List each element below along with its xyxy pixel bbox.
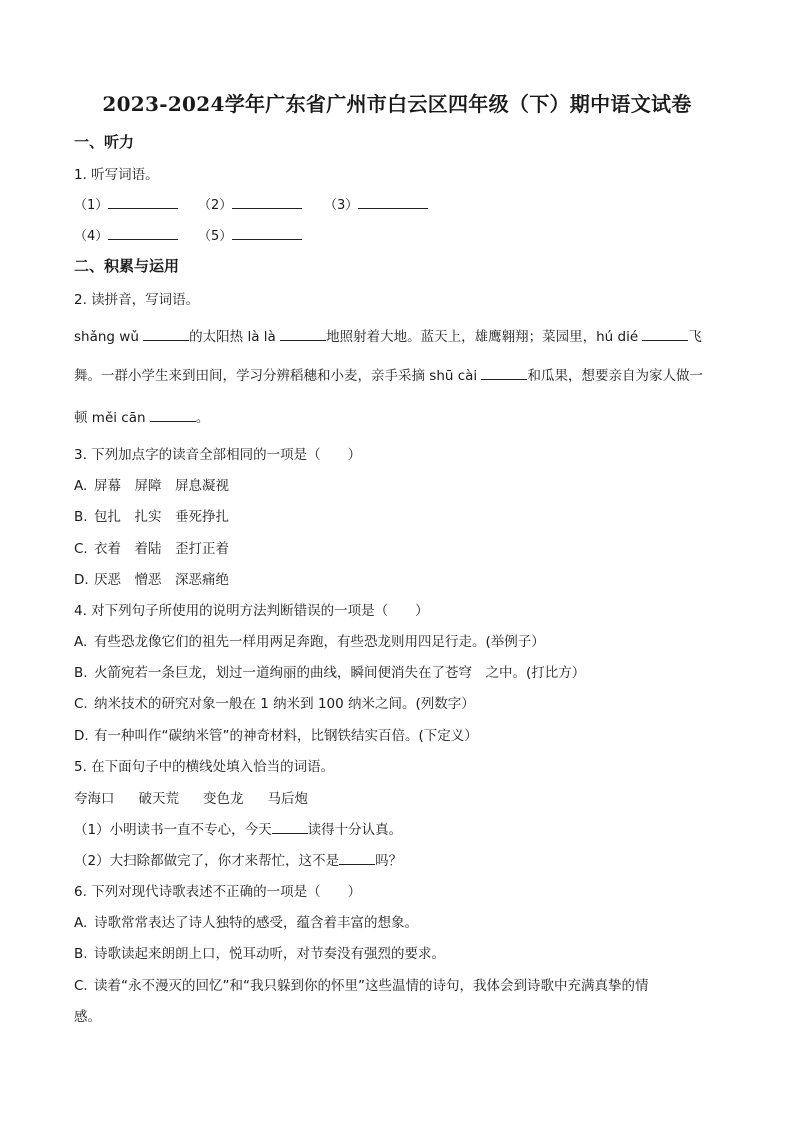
option-text: 读着“永不漫灭的回忆”和“我只躲到你的怀里”这些温情的诗句，我体会到诗歌中充满真挚的情: [94, 978, 649, 994]
passage-text: 的太阳热 là là: [189, 329, 281, 345]
passage-text: 飞: [688, 329, 702, 345]
answer-blank[interactable]: [143, 326, 189, 341]
option-text: 纳米技术的研究对象一般在 1 纳米到 100 纳米之间。(列数字）: [94, 696, 475, 712]
q4-option-d[interactable]: [74, 724, 478, 744]
option-label: D.: [74, 728, 89, 744]
answer-blank[interactable]: [232, 194, 302, 209]
q1-answer-label: （3）: [324, 198, 359, 213]
q1-answer-label: （2）: [198, 198, 233, 213]
option-text: 有一种叫作“碳纳米管”的神奇材料，比钢铁结实百倍。(下定义）: [94, 728, 478, 744]
answer-blank[interactable]: [108, 225, 178, 240]
option-label: C.: [74, 696, 88, 712]
option-text: 诗歌读起来朗朗上口，悦耳动听，对节奏没有强烈的要求。: [94, 946, 445, 962]
q6-option-c-continued: 感。: [74, 1009, 101, 1025]
option-text: 火箭宛若一条巨龙，划过一道绚丽的曲线，瞬间便消失在了苍穹 之中。(打比方）: [94, 665, 586, 681]
option-label: C.: [74, 541, 88, 557]
q3-option-b[interactable]: [74, 505, 229, 525]
option-text: 有些恐龙像它们的祖先一样用两足奔跑，有些恐龙则用四足行走。(举例子）: [94, 634, 545, 650]
q1-answer-label: （5）: [198, 229, 233, 244]
question-2-stem: 2. 读拼音，写词语。: [74, 292, 200, 308]
answer-blank[interactable]: [150, 407, 196, 422]
word-bank-item: 马后炮: [267, 791, 308, 807]
answer-blank[interactable]: [272, 819, 308, 834]
q1-answer-3: [324, 194, 428, 213]
answer-blank[interactable]: [481, 365, 527, 380]
word-bank-item: 夸海口: [74, 791, 115, 807]
option-label: C.: [74, 978, 88, 994]
answer-blank[interactable]: [232, 225, 302, 240]
passage-text: 顿 měi cān: [74, 410, 150, 426]
passage-text: 和瓜果，想要亲自为家人做一: [527, 368, 703, 384]
q1-answer-label: （1）: [74, 198, 109, 213]
sentence-text: 读得十分认真。: [307, 822, 403, 838]
q2-passage-line-1: [74, 325, 722, 345]
question-4-stem: 4. 对下列句子所使用的说明方法判断错误的一项是（ ）: [74, 603, 429, 619]
q6-option-a[interactable]: [74, 911, 418, 931]
option-text: 包扎 扎实 垂死挣扎: [94, 509, 229, 525]
option-text: 厌恶 憎恶 深恶痛绝: [94, 572, 229, 588]
option-label: D.: [74, 572, 89, 588]
q2-passage-line-2: [74, 364, 722, 384]
option-label: B.: [74, 665, 88, 681]
word-bank-item: 破天荒: [138, 791, 179, 807]
option-label: A.: [74, 478, 88, 494]
q4-option-c[interactable]: [74, 692, 475, 712]
section-heading-accumulation: 二、积累与运用: [74, 257, 180, 275]
question-3-stem: 3. 下列加点字的读音全部相同的一项是（ ）: [74, 447, 362, 463]
q5-sentence-1: [74, 818, 402, 838]
option-text: 诗歌常常表达了诗人独特的感受，蕴含着丰富的想象。: [94, 915, 418, 931]
q2-passage-line-3: [74, 406, 209, 426]
passage-text: 地照射着大地。蓝天上，雄鹰翱翔；菜园里，hú dié: [326, 329, 643, 345]
q1-answer-2: [198, 194, 302, 213]
q1-answer-4: [74, 225, 178, 244]
q4-option-b[interactable]: [74, 661, 585, 681]
passage-text: shǎng wǔ: [74, 329, 144, 345]
q1-answer-5: [198, 225, 302, 244]
q6-option-c[interactable]: [74, 974, 722, 994]
answer-blank[interactable]: [280, 326, 326, 341]
q6-option-b[interactable]: [74, 942, 445, 962]
option-label: B.: [74, 509, 88, 525]
q1-answer-label: （4）: [74, 229, 109, 244]
q3-option-c[interactable]: [74, 537, 229, 557]
section-heading-listening: 一、听力: [74, 133, 135, 151]
option-label: B.: [74, 946, 88, 962]
q1-answer-1: [74, 194, 178, 213]
q3-option-a[interactable]: [74, 474, 229, 494]
answer-blank[interactable]: [108, 194, 178, 209]
answer-blank[interactable]: [358, 194, 428, 209]
option-label: A.: [74, 915, 88, 931]
question-1-stem: 1. 听写词语。: [74, 167, 159, 183]
option-text: 衣着 着陆 歪打正着: [94, 541, 229, 557]
sentence-text: （1）小明读书一直不专心，今天: [74, 822, 272, 838]
question-5-stem: 5. 在下面句子中的横线处填入恰当的词语。: [74, 759, 335, 775]
exam-title: 2023-2024学年广东省广州市白云区四年级（下）期中语文试卷: [102, 92, 692, 116]
sentence-text: （2）大扫除都做完了，你才来帮忙，这不是: [74, 853, 340, 869]
q5-sentence-2: [74, 849, 402, 869]
passage-text: 舞。一群小学生来到田间，学习分辨稻穗和小麦，亲手采摘 shū cài: [74, 368, 482, 384]
option-label: A.: [74, 634, 88, 650]
question-6-stem: 6. 下列对现代诗歌表述不正确的一项是（ ）: [74, 884, 362, 900]
answer-blank[interactable]: [339, 850, 375, 865]
answer-blank[interactable]: [642, 326, 688, 341]
q4-option-a[interactable]: [74, 630, 545, 650]
q5-word-bank: [74, 787, 332, 807]
word-bank-item: 变色龙: [203, 791, 244, 807]
option-text: 屏幕 屏障 屏息凝视: [94, 478, 229, 494]
sentence-text: 吗？: [375, 853, 403, 869]
q3-option-d[interactable]: [74, 568, 229, 588]
passage-text: 。: [195, 410, 210, 426]
